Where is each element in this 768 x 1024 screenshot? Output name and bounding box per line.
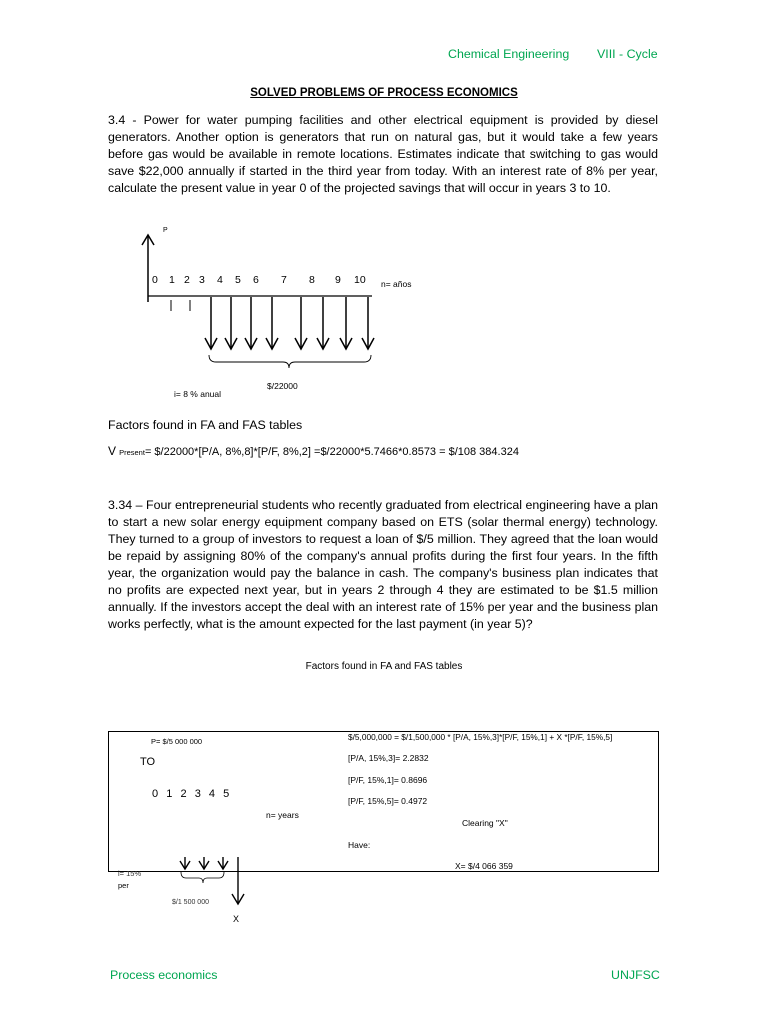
diagram-1-period-10: 10 [354,274,366,286]
diagram-1-period-3: 3 [199,274,205,286]
diagram-2-per-label: per [118,881,129,890]
equation-body: = $/22000*[P/A, 8%,8]*[P/F, 8%,2] =$/22000*5.7466*0.8573 = $/108 384.324 [144,446,519,458]
footer-left: Process economics [110,968,218,982]
problem-2-factors-note: Factors found in FA and FAS tables [305,661,463,672]
diagram-2-to-label: TO [140,756,156,768]
solution-equation: $/5,000,000 = $/1,500,000 * [P/A, 15%,3]*[P/F, 15%,1] + X *[P/F, 15%,5] [348,732,613,742]
diagram-2-p-label: P= $/5 000 000 [151,737,203,746]
diagram-2-interest-label: i= 15% [118,869,142,878]
header-cycle: VIII - Cycle [597,47,658,61]
diagram-1-p-label: P [163,227,168,234]
diagram-2-x-label: X [233,914,240,924]
solution-result: X= $/4 066 359 [455,861,513,871]
diagram-2-periods: 0 1 2 3 4 5 [152,788,230,800]
footer-right: UNJFSC [611,968,660,982]
problem-1-statement: 3.4 - Power for water pumping facilities and other electrical equipment is provided by diesel generators. Another option is generators that run on natural gas, but it would take a few years before gas would be available in remote locations. Estimates indicate that switching to gas would save $22,000 annually if started in the third year from today. With an interest rate of 8% per year, calculate the present value in year 0 of the projected savings that will occur in years 3 to 10. [108,113,658,195]
diagram-2-n-label: n= years [266,810,299,820]
equation-subscript: Present [119,448,145,457]
diagram-1-period-0: 0 [152,274,158,286]
diagram-1-period-4: 4 [217,274,223,286]
diagram-1-period-7: 7 [281,274,287,286]
diagram-1-period-8: 8 [309,274,315,286]
problem-1-factors-note: Factors found in FA and FAS tables [108,418,303,432]
diagram-1-period-2: 2 [184,274,190,286]
solution-have: Have: [348,840,371,850]
solution-factor-1: [P/A, 15%,3]= 2.2832 [348,753,429,763]
diagram-1-amount-label: $/22000 [267,381,298,391]
diagram-1-interest-label: i= 8 % anual [174,389,222,399]
header-course: Chemical Engineering [448,47,570,61]
problem-2-statement: 3.34 – Four entrepreneurial students who recently graduated from electrical engineering have a plan to start a new solar energy equipment company based on ETS (solar thermal energy) technology. They turned to a group of investors to request a loan of $/5 million. They agreed that the loan would be repaid by assigning 80% of the company's annual profits during the first four years. In the fifth year, the organization would pay the balance in cash. The company's business plan indicates that no profits are expected next year, but in years 2 through 4 they are estimated to be $1.5 million annually. If the investors accept the deal with an interest rate of 15% per year and the business plan works perfectly, what is the amount expected for the last payment (in year 5)? [108,498,658,631]
diagram-1-period-6: 6 [253,274,259,286]
diagram-2-amount-label: $/1 500 000 [172,899,209,906]
diagram-1-n-label: n= años [381,279,412,289]
page-title: SOLVED PROBLEMS OF PROCESS ECONOMICS [250,87,518,99]
diagram-1-period-5: 5 [235,274,241,286]
solution-factor-3: [P/F, 15%,5]= 0.4972 [348,796,428,806]
equation-prefix: V [108,444,117,458]
solution-factor-2: [P/F, 15%,1]= 0.8696 [348,775,428,785]
diagram-1-period-9: 9 [335,274,341,286]
solution-clearing: Clearing "X" [462,818,508,828]
diagram-1-period-1: 1 [169,274,175,286]
